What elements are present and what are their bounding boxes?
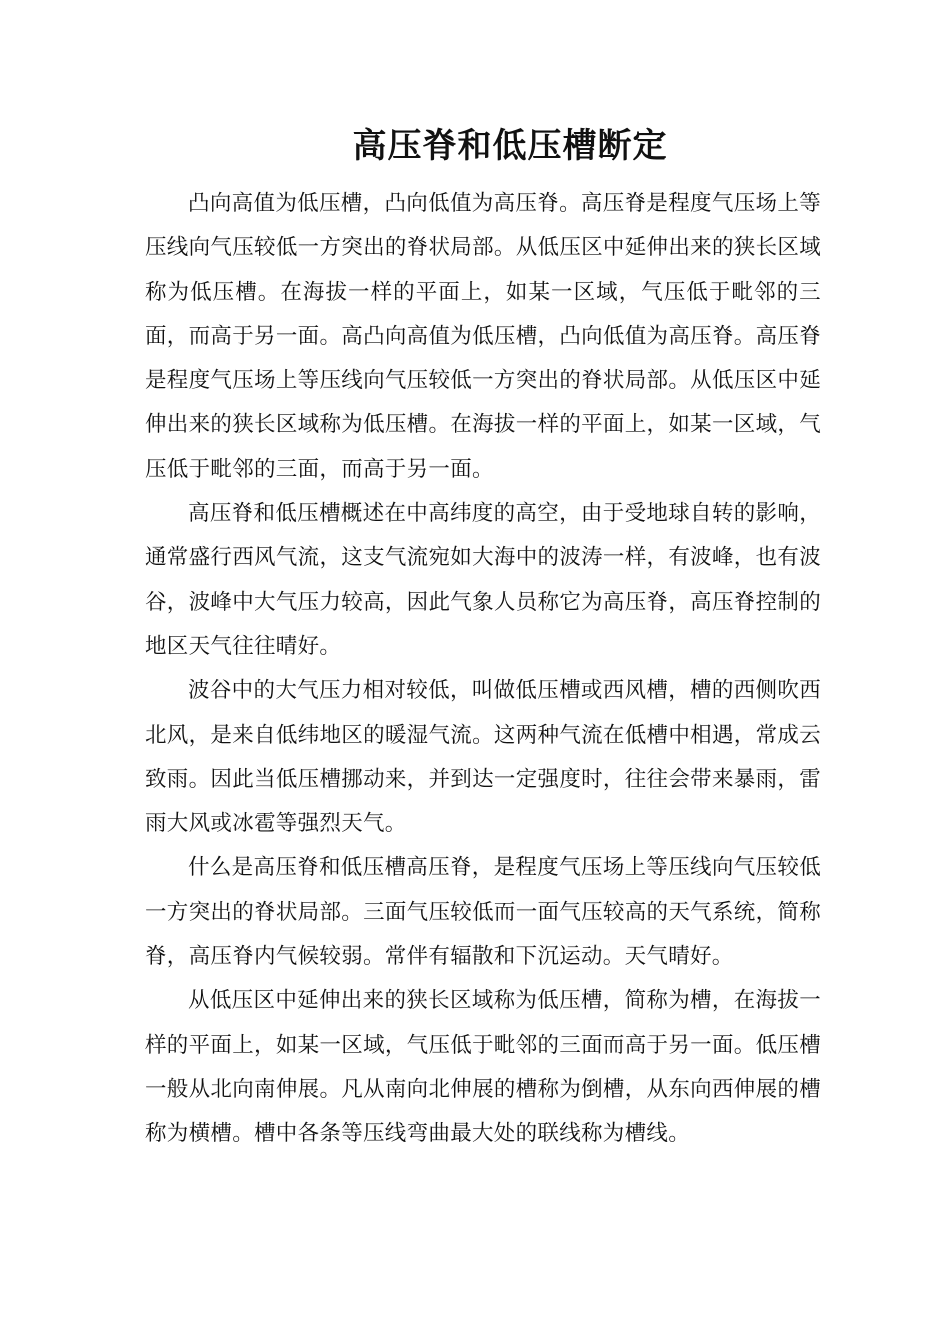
paragraph-3: 波谷中的大气压力相对较低，叫做低压槽或西风槽，槽的西侧吹西北风，是来自低纬地区的暖湿气流。这两种气流在低槽中相遇，常成云致雨。因此当低压槽挪动来，并到达一定强度时，往往会带来暴雨，雷雨大风或冰雹等强烈天气。 <box>145 678 821 837</box>
paragraph-5: 从低压区中延伸出来的狭长区域称为低压槽，简称为槽，在海拔一样的平面上，如某一区域，气压低于毗邻的三面而高于另一面。低压槽一般从北向南伸展。凡从南向北伸展的槽称为倒槽，从东向西伸展的槽称为横槽。槽中各条等压线弯曲最大处的联线称为槽线。 <box>145 988 821 1147</box>
document-title: 高压脊和低压槽断定 <box>352 126 668 166</box>
paragraph-1: 凸向高值为低压槽，凸向低值为高压脊。高压脊是程度气压场上等压线向气压较低一方突出的脊状局部。从低压区中延伸出来的狭长区域称为低压槽。在海拔一样的平面上，如某一区域，气压低于毗邻的三面，而高于另一面。高凸向高值为低压槽，凸向低值为高压脊。高压脊是程度气压场上等压线向气压较低一方突出的脊状局部。从低压区中延伸出来的狭长区域称为低压槽。在海拔一样的平面上，如某一区域，气压低于毗邻的三面，而高于另一面。 <box>145 191 821 482</box>
paragraph-2: 高压脊和低压槽概述在中高纬度的高空，由于受地球自转的影响，通常盛行西风气流，这支气流宛如大海中的波涛一样，有波峰，也有波谷，波峰中大气压力较高，因此气象人员称它为高压脊，高压脊控制的地区天气往往晴好。 <box>145 501 821 659</box>
document-body <box>145 182 821 1157</box>
paragraph-4: 什么是高压脊和低压槽高压脊，是程度气压场上等压线向气压较低一方突出的脊状局部。三面气压较低而一面气压较高的天气系统，简称脊，高压脊内气候较弱。常伴有辐散和下沉运动。天气晴好。 <box>145 855 821 970</box>
